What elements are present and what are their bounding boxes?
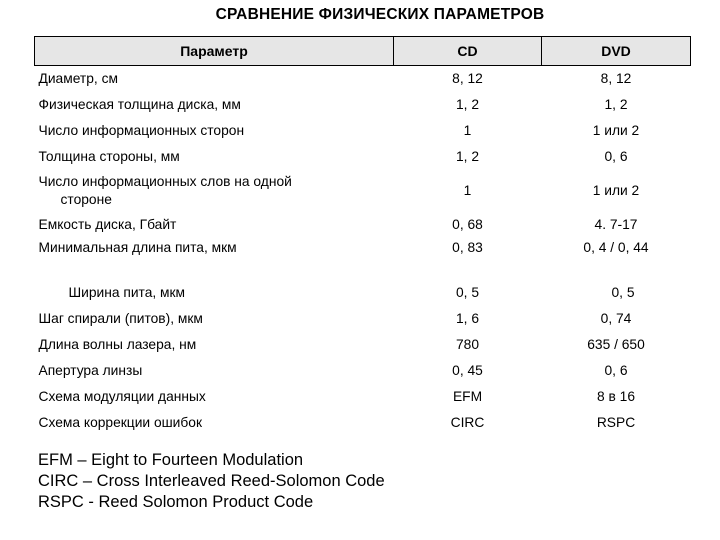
cd-value: 1, 6 (455, 311, 479, 326)
footnote-circ: CIRC – Cross Interleaved Reed-Solomon Code (38, 472, 385, 490)
dvd-value: 1 или 2 (592, 183, 640, 198)
table-row (35, 306, 691, 332)
param-name: Минимальная длина пита, мкм (38, 239, 237, 255)
dvd-value: 1, 2 (604, 97, 628, 112)
dvd-value: 0, 6 (604, 363, 628, 378)
cd-value: EFM (452, 389, 483, 404)
table-row (35, 238, 691, 280)
table-row (35, 358, 691, 384)
header-cd: CD (394, 37, 542, 66)
dvd-value: 0, 6 (604, 149, 628, 164)
dvd-value: 1 или 2 (592, 123, 640, 138)
cd-value: 0, 68 (452, 217, 483, 232)
table-row (35, 92, 691, 118)
param-name: Длина волны лазера, нм (38, 337, 197, 352)
table-row (35, 212, 691, 238)
table-row (35, 144, 691, 170)
param-name: Ширина пита, мкм (68, 285, 186, 300)
dvd-value: 8 в 16 (596, 389, 635, 404)
cd-value: 1, 2 (455, 97, 479, 112)
table-row (35, 118, 691, 144)
param-name: Физическая толщина диска, мм (38, 97, 241, 112)
param-name: Емкость диска, Гбайт (38, 217, 177, 232)
table-row (35, 170, 691, 212)
param-name (35, 170, 394, 212)
dvd-value: 635 / 650 (587, 337, 645, 352)
param-name: Апертура линзы (38, 363, 143, 378)
table-row (35, 410, 691, 436)
param-name: Шаг спирали (питов), мкм (38, 311, 203, 326)
dvd-value: 4. 7-17 (594, 217, 638, 232)
param-name-line1: Число информационных слов на одной (38, 173, 292, 189)
cd-value: 8, 12 (452, 71, 483, 87)
param-name: Схема модуляции данных (38, 389, 206, 404)
dvd-value: 0, 74 (600, 311, 632, 326)
cd-value: 1 (463, 183, 472, 198)
header-parameter: Параметр (35, 37, 394, 66)
param-name: Схема коррекции ошибок (38, 415, 203, 430)
table-row (35, 280, 691, 306)
footnotes (38, 450, 385, 513)
dvd-value: 0, 4 / 0, 44 (583, 239, 649, 255)
table-row (35, 66, 691, 92)
cd-value: 1, 2 (455, 149, 479, 164)
cd-value: CIRC (450, 415, 485, 430)
header-dvd: DVD (542, 37, 691, 66)
comparison-table (34, 36, 691, 436)
cd-value: 0, 5 (455, 285, 479, 300)
param-name: Число информационных сторон (38, 123, 245, 138)
dvd-value: 8, 12 (600, 71, 632, 87)
cd-value: 0, 45 (452, 363, 483, 378)
page-title: СРАВНЕНИЕ ФИЗИЧЕСКИХ ПАРАМЕТРОВ (215, 6, 545, 23)
param-name: Толщина стороны, мм (38, 149, 180, 164)
table-row (35, 384, 691, 410)
table-header (35, 37, 691, 66)
table-row (35, 332, 691, 358)
footnote-efm: EFM – Eight to Fourteen Modulation (38, 451, 304, 469)
cd-value: 780 (455, 337, 480, 352)
param-name: Диаметр, см (38, 71, 118, 87)
cd-value: 1 (463, 123, 472, 138)
cd-value: 0, 83 (452, 239, 483, 255)
param-name-line2: стороне (60, 191, 112, 207)
dvd-value: RSPC (596, 415, 636, 430)
footnote-rspc: RSPC - Reed Solomon Product Code (38, 493, 314, 511)
dvd-value: 0, 5 (611, 285, 635, 300)
